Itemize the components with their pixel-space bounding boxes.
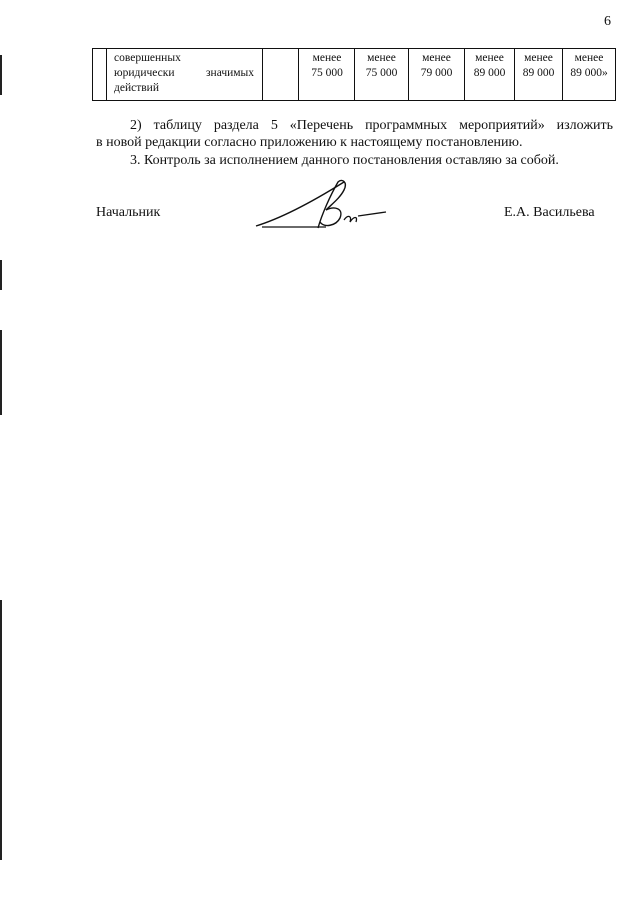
value-cell <box>300 51 354 81</box>
table-right-border <box>615 48 616 101</box>
paragraph-item-3: 3. Контроль за исполнением данного постановления оставляю за собой. <box>130 153 559 168</box>
value-cell <box>355 51 408 81</box>
value-amount: 75 000 <box>311 67 343 79</box>
paragraph-item-2-line-1: 2) таблицу раздела 5 «Перечень программных мероприятий» изложить <box>130 118 613 133</box>
row-label-line: совершенных <box>114 52 181 64</box>
row-label-line: юридически <box>114 67 175 79</box>
paragraph-item-2-line-2: в новой редакции согласно приложению к настоящему постановлению. <box>96 135 523 150</box>
scan-edge-mark <box>0 260 2 290</box>
value-cell <box>563 51 615 81</box>
value-amount: 89 000 <box>522 67 555 79</box>
value-amount: 79 000 <box>420 67 453 79</box>
value-qualifier: менее <box>524 52 553 64</box>
row-label-line: значимых <box>206 67 255 79</box>
scan-edge-mark <box>0 600 2 860</box>
signer-name: Е.А. Васильева <box>504 205 595 220</box>
table-divider <box>106 48 107 101</box>
value-amount: 89 000» <box>570 67 608 79</box>
table-fragment <box>92 48 616 102</box>
value-amount: 89 000 <box>473 67 506 79</box>
signer-title: Начальник <box>96 205 161 220</box>
value-qualifier: менее <box>422 52 451 64</box>
value-qualifier: менее <box>475 52 504 64</box>
scan-edge-mark <box>0 55 2 95</box>
value-cell <box>465 51 514 81</box>
value-cell <box>515 51 562 81</box>
value-qualifier: менее <box>312 52 342 64</box>
value-qualifier: менее <box>367 52 396 64</box>
page-number: 6 <box>604 14 611 29</box>
value-cell <box>409 51 464 81</box>
signature-icon <box>252 176 392 236</box>
value-amount: 75 000 <box>365 67 398 79</box>
row-label-line: действий <box>114 82 159 94</box>
table-divider <box>262 48 263 101</box>
table-left-border <box>92 48 93 101</box>
value-qualifier: менее <box>574 52 604 64</box>
table-divider <box>298 48 299 101</box>
scan-edge-mark <box>0 330 2 415</box>
